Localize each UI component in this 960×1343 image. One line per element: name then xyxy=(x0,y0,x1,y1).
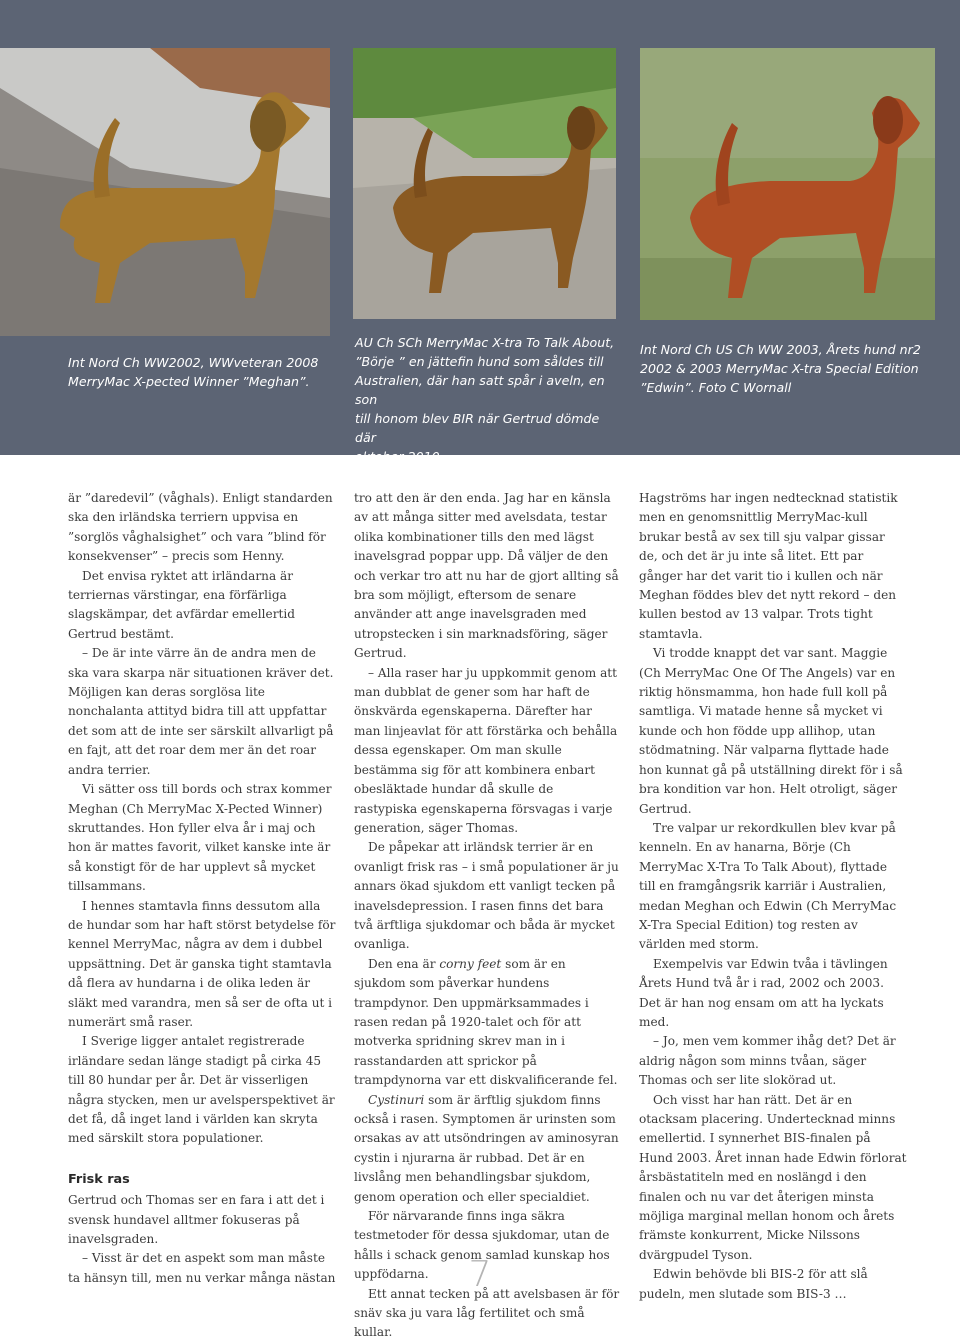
caption-line: till honom blev BIR när Gertrud dömde där xyxy=(355,411,600,445)
caption-line: ”Edwin”. Foto C Wornall xyxy=(640,380,792,395)
caption-line: Int Nord Ch WW2002, WWveteran 2008 xyxy=(68,355,319,370)
paragraph: Edwin behövde bli BIS-2 för att slå pudeln, men slutade som BIS-3 … xyxy=(639,1267,868,1301)
text-run: som är en sjukdom som påverkar hundens trampdynor. Den uppmärksammades i rasen redan på 1920-talet och för att motverka spridning skrev man in i rasstandarden att sprickor på trampdynorna var ett diskvalificerande fel. xyxy=(354,956,618,1088)
caption-line: 2002 & 2003 MerryMac X-tra Special Edition xyxy=(640,361,919,376)
photo-caption-2 xyxy=(355,333,617,466)
caption-line: AU Ch SCh MerryMac X-tra To Talk About, xyxy=(355,335,615,350)
paragraph: – Jo, men vem kommer ihåg det? Det är aldrig någon som minns tvåan, säger Thomas och ser lite slokörad ut. xyxy=(639,1034,896,1088)
page-number: 7 xyxy=(468,1254,492,1295)
caption-line: ”Börje ” en jättefin hund som såldes till xyxy=(355,354,604,369)
paragraph: – De är inte värre än de andra men de ska vara skarpa när situationen kräver det. Möjligen kan deras sorglösa lite nonchalanta attityd bidra till att uppfattar det som att de inte ser särskilt allvarligt på en fajt, att det roar dem mer än det roar andra terrier. xyxy=(68,646,334,777)
paragraph: Exempelvis var Edwin tvåa i tävlingen Årets Hund två år i rad, 2002 och 2003. Det är han nog ensam om att ha lyckats med. xyxy=(639,956,888,1029)
dog-photo-borje xyxy=(353,48,616,319)
article-column-2 xyxy=(354,489,620,1343)
caption-line: Int Nord Ch US Ch WW 2003, Årets hund nr2 xyxy=(640,342,921,357)
photo-band xyxy=(0,0,960,464)
paragraph: De påpekar att irländsk terrier är en ovanligt frisk ras – i små populationer är ju annars ökad sjukdom ett vanligt tecken på inavelsdepression. I rasen finns det bara två ärftliga sjukdomar och båda är mycket ovanliga. xyxy=(354,840,619,952)
paragraph: Ett annat tecken på att avelsbasen är för snäv ska ju vara låg fertilitet och små kullar. xyxy=(354,1286,620,1340)
italic-term: corny feet xyxy=(439,956,502,971)
paragraph: – Visst är det en aspekt som man måste ta hänsyn till, men nu verkar många nästan xyxy=(68,1251,336,1285)
photo-caption-3 xyxy=(640,340,938,397)
paragraph: Tre valpar ur rekordkullen blev kvar på kenneln. En av hanarna, Börje (Ch MerryMac X-Tra To Talk About), flyttade till en framgångsrik karriär i Australien, medan Meghan och Edwin (Ch MerryMac X-Tra Special Edition) tog resten av världen med storm. xyxy=(639,820,897,952)
paragraph: är ”daredevil” (våghals). Enligt standarden ska den irländska terriern uppvisa en ”sorglös våghalsighet” och vara ”blind för konsekvenser” – precis som Henny. xyxy=(68,491,333,564)
caption-line: Australien, där han satt spår i aveln, en son xyxy=(355,373,605,407)
text-run: Den ena är xyxy=(368,956,440,971)
section-heading: Frisk ras xyxy=(68,1171,130,1187)
paragraph: Och visst har han rätt. Det är en otacksam placering. Undertecknad minns emellertid. I synnerhet BIS-finalen på Hund 2003. Året innan hade Edwin förlorat årsbästatiteln med en noslängd i den finalen och nu var det återigen minsta möjliga marginal mellan honom och årets främste konkurrent, Micke Nilssons dvärgpudel Tyson. xyxy=(639,1092,907,1262)
paragraph: I hennes stamtavla finns dessutom alla de hundar som har haft störst betydelse för kennel MerryMac, några av dem i dubbel uppsättning. Det är ganska tight stamtavla då flera av hundarna i de olika leden är släkt med varandra, men så ser de ofta ut i numerärt små raser. xyxy=(68,898,336,1029)
paragraph: Vi sätter oss till bords och strax kommer Meghan (Ch MerryMac X-Pected Winner) skruttandes. Hon fyller elva år i maj och hon är mattes favorit, vilket kanske inte är så konstigt för de har upplevt så mycket tillsammans. xyxy=(68,782,332,894)
paragraph: För närvarande finns inga säkra testmetoder för dessa sjukdomar, utan de hålls i schack genom samlad kunskap hos uppfödarna. xyxy=(354,1209,610,1282)
paragraph: tro att den är den enda. Jag har en känsla av att många sitter med avelsdata, testar olika kombinationer tills den med lägst inavelsgrad poppar upp. Då väljer de den och verkar tro att nu har de gjort allting så bra som möjligt, eftersom de senare använder att ange inavelsgraden med utropstecken i sin marknadsföring, säger Gertrud. xyxy=(354,491,619,661)
italic-term: Cystinuri xyxy=(368,1092,425,1107)
caption-line: MerryMac X-pected Winner ”Meghan”. xyxy=(68,374,310,389)
dog-photo-meghan xyxy=(0,48,330,336)
paragraph xyxy=(354,955,620,1091)
paragraph: Det envisa ryktet att irländarna är terriernas värstingar, ena förfärliga slagskämpar, det avfärdar emellertid Gertrud bestämt. xyxy=(68,568,295,641)
paragraph: Vi trodde knappt det var sant. Maggie (Ch MerryMac One Of The Angels) var en riktig hönsmamma, hon hade full koll på samtliga. Vi matade henne så mycket vi kunde och hon födde upp allihop, utan stödmatning. När valparna flyttade hade hon kunnat gå på utställning direkt för i så bra kondition var hon. Helt otroligt, säger Gertrud. xyxy=(639,646,903,816)
article-column-3 xyxy=(639,489,907,1304)
article-column-1 xyxy=(68,489,336,1288)
paragraph: Gertrud och Thomas ser en fara i att det i svensk hundavel alltmer fokuseras på inavelsgraden. xyxy=(68,1193,325,1247)
text-run: som är ärftlig sjukdom finns också i rasen. Symptomen är urinsten som orsakas av att utsöndringen av aminosyran cystin i njurarna är rubbad. Det är en livslång men behandlingsbar sjukdom, genom operation och eller specialdiet. xyxy=(354,1092,619,1204)
photo-caption-1 xyxy=(68,353,330,391)
paragraph: I Sverige ligger antalet registrerade irländare sedan länge stadigt på cirka 45 till 80 hundar per år. Det är visserligen några stycken, men ur avelsperspektivet är det få, då inget land i världen kan skryta med särskilt stora populationer. xyxy=(68,1034,335,1146)
paragraph: – Alla raser har ju uppkommit genom att man dubblat de gener som har haft de önskvärda egenskaperna. Därefter har man linjeavlat för att förstärka och behålla dessa egenskaper. Om man skulle bestämma sig för att kombinera enbart obesläktade hundar då skulle de rastypiska egenskaperna försvagas i varje generation, säger Thomas. xyxy=(354,665,618,835)
dog-photo-edwin xyxy=(640,48,935,320)
paragraph: Hagströms har ingen nedtecknad statistik men en genomsnittlig MerryMac-kull brukar bestå av sex till sju valpar gissar de, och det är ju inte så litet. Ett par gånger har det varit tio i kullen och när Meghan föddes blev det nytt rekord – den kullen bestod av 13 valpar. Trots tight stamtavla. xyxy=(639,491,898,641)
caption-line: oktober 2010. xyxy=(355,449,444,464)
paragraph xyxy=(354,1091,620,1207)
